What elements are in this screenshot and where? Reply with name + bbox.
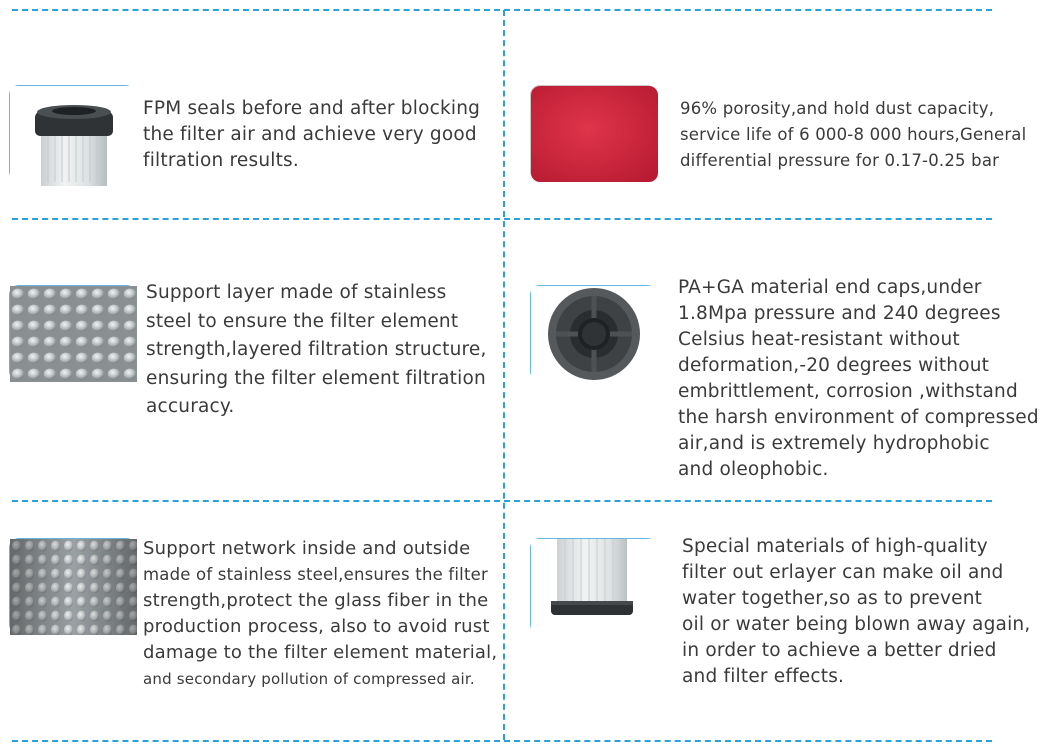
text-line: production process, also to avoid rust <box>143 616 490 637</box>
text-line: oil or water being blown away again, <box>682 614 1031 635</box>
text-line: the harsh environment of compressed <box>678 407 1039 428</box>
text-line: 1.8Mpa pressure and 240 degrees <box>678 303 1001 324</box>
feature-text-support-layer <box>146 279 487 422</box>
text-line: filter out erlayer can make oil and <box>682 562 1004 583</box>
text-line: deformation,-20 degrees without <box>678 355 990 376</box>
text-line: Support layer made of stainless <box>146 282 447 303</box>
feature-text-fpm-seals <box>143 96 480 174</box>
text-line: Support network inside and outside <box>143 538 471 559</box>
text-line: service life of 6 000-8 000 hours,General <box>680 125 1027 144</box>
end-cap-closeup-image <box>530 285 657 381</box>
text-line: water together,so as to prevent <box>682 588 983 609</box>
text-line: and oleophobic. <box>678 459 829 480</box>
text-line: PA+GA material end caps,under <box>678 277 982 298</box>
text-line: steel to ensure the filter element <box>146 310 459 332</box>
feature-text-support-network <box>143 536 497 692</box>
text-line: in order to achieve a better dried <box>682 640 997 661</box>
text-line: made of stainless steel,ensures the filter <box>143 565 488 584</box>
filter-cartridge-bottom-cap-image <box>530 538 657 634</box>
text-line: ensuring the filter element filtration <box>146 367 486 389</box>
divider-top <box>12 9 992 11</box>
text-line: strength,protect the glass fiber in the <box>143 590 489 611</box>
divider-row-2 <box>12 500 992 502</box>
text-line: damage to the filter element material, <box>143 642 498 663</box>
text-line: Special materials of high-quality <box>682 536 988 557</box>
text-line: and filter effects. <box>682 666 845 687</box>
feature-text-special-materials <box>682 534 1030 690</box>
text-line: FPM seals before and after blocking <box>143 98 481 119</box>
text-line: and secondary pollution of compressed air. <box>143 670 475 688</box>
text-line: strength,layered filtration structure, <box>146 339 487 360</box>
text-line: 96% porosity,and hold dust capacity, <box>680 99 995 118</box>
divider-column <box>503 10 505 740</box>
divider-row-1 <box>12 218 992 220</box>
feature-text-porosity <box>680 96 1026 174</box>
filter-cartridge-top-cap-image <box>9 85 135 181</box>
perforated-steel-tube-image <box>9 538 136 634</box>
text-line: filtration results. <box>143 150 299 171</box>
perforated-steel-sheet-image <box>9 285 136 381</box>
text-line: embrittlement, corrosion ,withstand <box>678 381 1018 402</box>
text-line: differential pressure for 0.17-0.25 bar <box>680 151 1000 170</box>
divider-bottom <box>12 740 992 742</box>
feature-text-end-caps <box>678 275 1039 483</box>
text-line: accuracy. <box>146 396 235 417</box>
text-line: Celsius heat-resistant without <box>678 329 960 350</box>
red-filter-media-image <box>530 85 657 181</box>
text-line: air,and is extremely hydrophobic <box>678 433 990 454</box>
text-line: the filter air and achieve very good <box>143 124 477 145</box>
